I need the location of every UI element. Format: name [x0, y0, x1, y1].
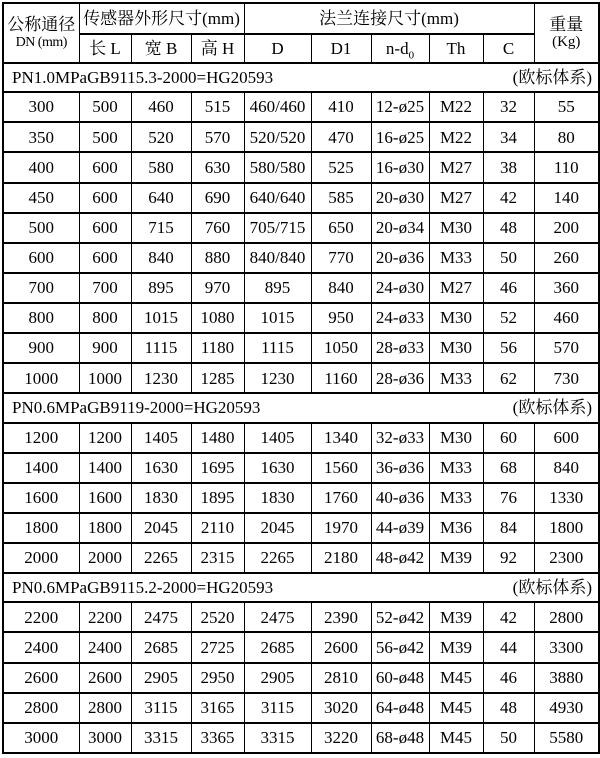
- dn-unit: DN (mm): [15, 34, 67, 50]
- cell-nd0: 60-ø48: [371, 663, 429, 693]
- section-standard-label: GB9115.3-2000=HG20593: [87, 67, 274, 87]
- cell-dn: 2600: [3, 663, 79, 693]
- table-row: [3, 303, 599, 333]
- cell-nd0: 24-ø33: [371, 303, 429, 333]
- cell-th: M33: [429, 483, 483, 513]
- cell-th: M27: [429, 273, 483, 303]
- cell-d: 2265: [244, 543, 311, 573]
- cell-d1: 770: [311, 243, 371, 273]
- cell-nd0: 52-ø42: [371, 602, 429, 632]
- table-header: [3, 3, 599, 63]
- table-row: [3, 152, 599, 182]
- cell-weight: 570: [534, 333, 599, 363]
- cell-length: 600: [79, 152, 131, 182]
- cell-dn: 1400: [3, 453, 79, 483]
- cell-length: 500: [79, 122, 131, 152]
- cell-weight: 4930: [534, 693, 599, 723]
- cell-d: 3115: [244, 693, 311, 723]
- cell-dn: 450: [3, 183, 79, 213]
- cell-weight: 600: [534, 423, 599, 453]
- cell-height: 630: [191, 152, 244, 182]
- cell-length: 2400: [79, 632, 131, 662]
- cell-c: 56: [483, 333, 534, 363]
- cell-th: M27: [429, 152, 483, 182]
- cell-d: 1115: [244, 333, 311, 363]
- table-row: [3, 363, 599, 393]
- table-row: [3, 333, 599, 363]
- col-header-d: D: [244, 34, 311, 63]
- cell-c: 46: [483, 663, 534, 693]
- cell-d1: 3020: [311, 693, 371, 723]
- cell-th: M30: [429, 303, 483, 333]
- table-row: [3, 693, 599, 723]
- cell-th: M22: [429, 92, 483, 122]
- cell-height: 3365: [191, 723, 244, 753]
- nd0-main: n-d: [385, 38, 409, 58]
- cell-length: 600: [79, 243, 131, 273]
- group-header-sensor: 传感器外形尺寸(mm): [79, 3, 244, 34]
- cell-d1: 2810: [311, 663, 371, 693]
- cell-height: 2315: [191, 543, 244, 573]
- cell-width: 840: [131, 243, 191, 273]
- cell-c: 50: [483, 723, 534, 753]
- cell-nd0: 20-ø34: [371, 213, 429, 243]
- cell-d: 705/715: [244, 213, 311, 243]
- cell-th: M22: [429, 122, 483, 152]
- cell-th: M27: [429, 183, 483, 213]
- col-header-th: Th: [429, 34, 483, 63]
- cell-dn: 600: [3, 243, 79, 273]
- cell-weight: 840: [534, 453, 599, 483]
- cell-width: 640: [131, 183, 191, 213]
- cell-c: 68: [483, 453, 534, 483]
- cell-dn: 350: [3, 122, 79, 152]
- cell-th: M30: [429, 333, 483, 363]
- table-row: [3, 632, 599, 662]
- cell-width: 580: [131, 152, 191, 182]
- col-header-dn: [3, 3, 79, 63]
- section-system-label: (欧标体系): [512, 67, 592, 87]
- cell-width: 895: [131, 273, 191, 303]
- cell-d1: 1560: [311, 453, 371, 483]
- cell-height: 2110: [191, 513, 244, 543]
- cell-c: 34: [483, 122, 534, 152]
- cell-d: 520/520: [244, 122, 311, 152]
- cell-height: 1895: [191, 483, 244, 513]
- cell-d1: 525: [311, 152, 371, 182]
- cell-width: 3115: [131, 693, 191, 723]
- cell-length: 1000: [79, 363, 131, 393]
- cell-d: 3315: [244, 723, 311, 753]
- cell-th: M33: [429, 453, 483, 483]
- cell-length: 2600: [79, 663, 131, 693]
- cell-d1: 585: [311, 183, 371, 213]
- cell-c: 46: [483, 273, 534, 303]
- cell-d1: 3220: [311, 723, 371, 753]
- cell-th: M30: [429, 423, 483, 453]
- cell-length: 2800: [79, 693, 131, 723]
- cell-width: 2045: [131, 513, 191, 543]
- dimension-table: [2, 2, 600, 754]
- cell-d: 895: [244, 273, 311, 303]
- cell-height: 3165: [191, 693, 244, 723]
- cell-weight: 5580: [534, 723, 599, 753]
- cell-length: 800: [79, 303, 131, 333]
- cell-d1: 470: [311, 122, 371, 152]
- cell-length: 600: [79, 183, 131, 213]
- cell-height: 880: [191, 243, 244, 273]
- cell-th: M39: [429, 543, 483, 573]
- cell-nd0: 24-ø30: [371, 273, 429, 303]
- weight-unit: (Kg): [552, 34, 581, 51]
- table-row: [3, 663, 599, 693]
- cell-nd0: 20-ø30: [371, 183, 429, 213]
- cell-dn: 400: [3, 152, 79, 182]
- section-system-label: (欧标体系): [512, 577, 592, 597]
- cell-weight: 80: [534, 122, 599, 152]
- table-row: [3, 483, 599, 513]
- cell-weight: 1330: [534, 483, 599, 513]
- col-header-c: C: [483, 34, 534, 63]
- cell-nd0: 44-ø39: [371, 513, 429, 543]
- cell-d: 2905: [244, 663, 311, 693]
- cell-c: 50: [483, 243, 534, 273]
- cell-c: 48: [483, 213, 534, 243]
- cell-width: 520: [131, 122, 191, 152]
- section-header-row: [3, 573, 599, 602]
- cell-nd0: 64-ø48: [371, 693, 429, 723]
- cell-th: M30: [429, 213, 483, 243]
- cell-d1: 2390: [311, 602, 371, 632]
- cell-weight: 1800: [534, 513, 599, 543]
- cell-width: 2265: [131, 543, 191, 573]
- cell-d1: 2600: [311, 632, 371, 662]
- cell-width: 1830: [131, 483, 191, 513]
- cell-weight: 200: [534, 213, 599, 243]
- cell-height: 2950: [191, 663, 244, 693]
- cell-weight: 460: [534, 303, 599, 333]
- cell-nd0: 48-ø42: [371, 543, 429, 573]
- section-header-row: [3, 393, 599, 422]
- cell-width: 2905: [131, 663, 191, 693]
- cell-c: 62: [483, 363, 534, 393]
- table-row: [3, 602, 599, 632]
- cell-height: 570: [191, 122, 244, 152]
- cell-d1: 650: [311, 213, 371, 243]
- section-standard-label: GB9119-2000=HG20593: [87, 398, 261, 418]
- cell-d1: 950: [311, 303, 371, 333]
- col-header-height: 高 H: [191, 34, 244, 63]
- cell-length: 900: [79, 333, 131, 363]
- table-row: [3, 243, 599, 273]
- cell-d: 2045: [244, 513, 311, 543]
- cell-d: 1405: [244, 423, 311, 453]
- cell-nd0: 36-ø36: [371, 453, 429, 483]
- cell-weight: 2300: [534, 543, 599, 573]
- cell-height: 515: [191, 92, 244, 122]
- cell-d1: 840: [311, 273, 371, 303]
- section-standard-label: GB9115.2-2000=HG20593: [87, 577, 274, 597]
- cell-dn: 500: [3, 213, 79, 243]
- cell-c: 42: [483, 183, 534, 213]
- dn-title: 公称通径: [7, 15, 76, 35]
- cell-weight: 730: [534, 363, 599, 393]
- cell-d1: 1340: [311, 423, 371, 453]
- cell-nd0: 16-ø25: [371, 122, 429, 152]
- cell-nd0: 16-ø30: [371, 152, 429, 182]
- cell-d: 2685: [244, 632, 311, 662]
- cell-nd0: 40-ø36: [371, 483, 429, 513]
- section-pressure-label: PN1.0MPa: [12, 67, 88, 87]
- cell-dn: 800: [3, 303, 79, 333]
- cell-weight: 3300: [534, 632, 599, 662]
- col-header-nd0: [371, 34, 429, 63]
- cell-weight: 260: [534, 243, 599, 273]
- spec-sheet: [2, 2, 598, 754]
- cell-length: 600: [79, 213, 131, 243]
- table-row: [3, 92, 599, 122]
- table-row: [3, 513, 599, 543]
- col-header-length: 长 L: [79, 34, 131, 63]
- cell-d: 1230: [244, 363, 311, 393]
- cell-weight: 140: [534, 183, 599, 213]
- cell-c: 92: [483, 543, 534, 573]
- cell-d1: 2180: [311, 543, 371, 573]
- section-pressure-label: PN0.6MPa: [12, 398, 88, 418]
- cell-length: 500: [79, 92, 131, 122]
- cell-weight: 110: [534, 152, 599, 182]
- cell-th: M45: [429, 723, 483, 753]
- cell-weight: 3880: [534, 663, 599, 693]
- cell-height: 1695: [191, 453, 244, 483]
- cell-th: M39: [429, 602, 483, 632]
- cell-dn: 2200: [3, 602, 79, 632]
- cell-nd0: 32-ø33: [371, 423, 429, 453]
- cell-height: 2520: [191, 602, 244, 632]
- cell-width: 2475: [131, 602, 191, 632]
- cell-th: M36: [429, 513, 483, 543]
- cell-d: 1015: [244, 303, 311, 333]
- cell-width: 2685: [131, 632, 191, 662]
- cell-width: 1115: [131, 333, 191, 363]
- cell-nd0: 68-ø48: [371, 723, 429, 753]
- cell-length: 3000: [79, 723, 131, 753]
- cell-height: 690: [191, 183, 244, 213]
- cell-dn: 1600: [3, 483, 79, 513]
- cell-c: 52: [483, 303, 534, 333]
- weight-title: 重量: [549, 14, 584, 34]
- cell-d: 1830: [244, 483, 311, 513]
- col-header-width: 宽 B: [131, 34, 191, 63]
- section-header-row: [3, 63, 599, 92]
- cell-c: 38: [483, 152, 534, 182]
- cell-height: 970: [191, 273, 244, 303]
- cell-length: 1400: [79, 453, 131, 483]
- cell-d1: 1760: [311, 483, 371, 513]
- cell-width: 1630: [131, 453, 191, 483]
- table-body: [3, 63, 599, 753]
- table-row: [3, 183, 599, 213]
- cell-c: 76: [483, 483, 534, 513]
- cell-length: 1200: [79, 423, 131, 453]
- cell-height: 1285: [191, 363, 244, 393]
- cell-length: 2000: [79, 543, 131, 573]
- nd0-subscript: 0: [408, 49, 415, 62]
- cell-nd0: 28-ø33: [371, 333, 429, 363]
- section-system-label: (欧标体系): [512, 398, 592, 418]
- cell-height: 760: [191, 213, 244, 243]
- cell-height: 2725: [191, 632, 244, 662]
- cell-nd0: 12-ø25: [371, 92, 429, 122]
- cell-dn: 700: [3, 273, 79, 303]
- cell-dn: 1000: [3, 363, 79, 393]
- group-header-flange: 法兰连接尺寸(mm): [244, 3, 534, 34]
- cell-d: 2475: [244, 602, 311, 632]
- table-row: [3, 273, 599, 303]
- cell-weight: 360: [534, 273, 599, 303]
- cell-d1: 1160: [311, 363, 371, 393]
- table-row: [3, 453, 599, 483]
- cell-d: 1630: [244, 453, 311, 483]
- cell-length: 700: [79, 273, 131, 303]
- cell-dn: 2800: [3, 693, 79, 723]
- cell-c: 48: [483, 693, 534, 723]
- cell-width: 1015: [131, 303, 191, 333]
- cell-dn: 3000: [3, 723, 79, 753]
- cell-length: 1600: [79, 483, 131, 513]
- table-row: [3, 543, 599, 573]
- cell-c: 32: [483, 92, 534, 122]
- cell-d: 460/460: [244, 92, 311, 122]
- cell-th: M39: [429, 632, 483, 662]
- cell-nd0: 20-ø36: [371, 243, 429, 273]
- cell-length: 2200: [79, 602, 131, 632]
- cell-th: M33: [429, 363, 483, 393]
- cell-c: 84: [483, 513, 534, 543]
- cell-c: 44: [483, 632, 534, 662]
- cell-d1: 1050: [311, 333, 371, 363]
- cell-width: 715: [131, 213, 191, 243]
- cell-weight: 55: [534, 92, 599, 122]
- col-header-d1: D1: [311, 34, 371, 63]
- cell-d: 840/840: [244, 243, 311, 273]
- cell-height: 1180: [191, 333, 244, 363]
- table-row: [3, 423, 599, 453]
- cell-d: 640/640: [244, 183, 311, 213]
- cell-th: M33: [429, 243, 483, 273]
- cell-dn: 1200: [3, 423, 79, 453]
- cell-width: 3315: [131, 723, 191, 753]
- cell-dn: 300: [3, 92, 79, 122]
- cell-d1: 410: [311, 92, 371, 122]
- cell-width: 1230: [131, 363, 191, 393]
- cell-length: 1800: [79, 513, 131, 543]
- cell-dn: 900: [3, 333, 79, 363]
- cell-nd0: 28-ø36: [371, 363, 429, 393]
- cell-height: 1080: [191, 303, 244, 333]
- cell-th: M45: [429, 693, 483, 723]
- cell-width: 1405: [131, 423, 191, 453]
- cell-nd0: 56-ø42: [371, 632, 429, 662]
- section-pressure-label: PN0.6MPa: [12, 577, 88, 597]
- cell-d: 580/580: [244, 152, 311, 182]
- cell-th: M45: [429, 663, 483, 693]
- table-row: [3, 723, 599, 753]
- table-row: [3, 213, 599, 243]
- cell-dn: 2400: [3, 632, 79, 662]
- cell-dn: 1800: [3, 513, 79, 543]
- cell-d1: 1970: [311, 513, 371, 543]
- cell-c: 42: [483, 602, 534, 632]
- cell-height: 1480: [191, 423, 244, 453]
- cell-weight: 2800: [534, 602, 599, 632]
- cell-c: 60: [483, 423, 534, 453]
- cell-width: 460: [131, 92, 191, 122]
- col-header-weight: [534, 3, 599, 63]
- table-row: [3, 122, 599, 152]
- cell-dn: 2000: [3, 543, 79, 573]
